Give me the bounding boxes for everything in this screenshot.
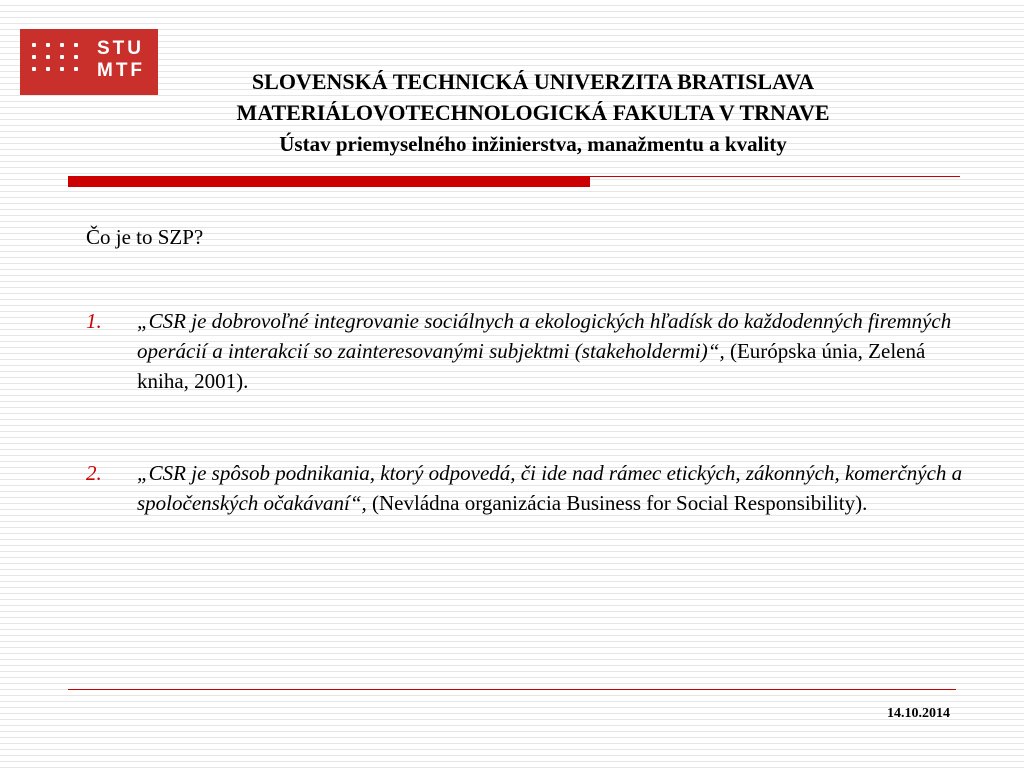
- list-item-number: 1.: [86, 309, 102, 333]
- list-item-text: [137, 306, 977, 396]
- institute-title: Ústav priemyselného inžinierstva, manažmentu a kvality: [279, 132, 787, 156]
- university-title: SLOVENSKÁ TECHNICKÁ UNIVERZITA BRATISLAVA: [251, 69, 815, 94]
- definition-source: (Európska únia, Zelená kniha, 2001).: [137, 339, 926, 393]
- header-red-bar: [68, 176, 590, 187]
- logo-line-mtf: MTF: [97, 60, 146, 81]
- header-thin-rule: [590, 176, 960, 177]
- faculty-title: MATERIÁLOVOTECHNOLOGICKÁ FAKULTA V TRNAVE: [236, 100, 830, 125]
- slide-question: Čo je to SZP?: [86, 225, 204, 249]
- header-title-block: [60, 66, 1006, 160]
- list-item-text: [137, 458, 977, 518]
- definition-quote: „CSR je dobrovoľné integrovanie sociálnych a ekologických hľadísk do každodenných firemných operácií a interakcií so zainteresovanými subjektmi (stakeholdermi)“,: [137, 309, 952, 363]
- logo-line-stu: STU: [97, 38, 144, 59]
- definition-quote: „CSR je spôsob podnikania, ktorý odpovedá, či ide nad rámec etických, zákonných, komerčných a spoločenských očakávaní“,: [137, 461, 963, 515]
- slide-date: 14.10.2014: [887, 706, 950, 721]
- footer-rule: [68, 689, 956, 690]
- definition-source: (Nevládna organizácia Business for Social Responsibility).: [366, 491, 868, 515]
- list-item-number: 2.: [86, 461, 102, 485]
